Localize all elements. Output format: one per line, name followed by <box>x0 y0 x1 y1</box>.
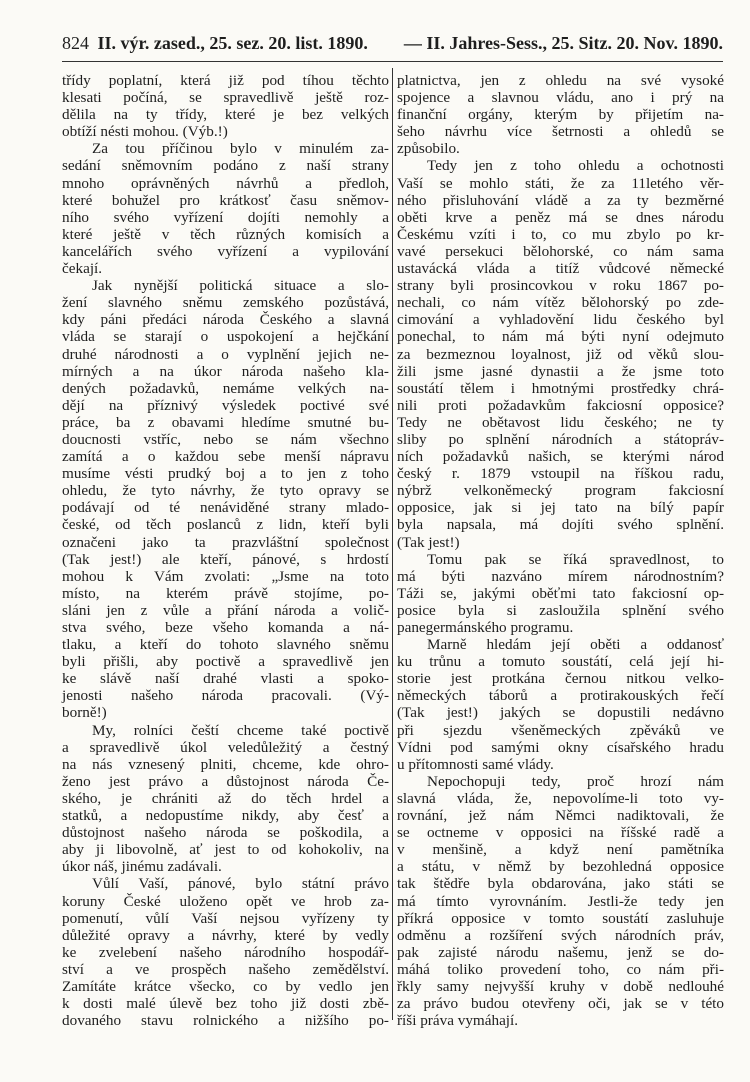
text-line: české, od těch poslanců z lidn, kteří byli <box>62 516 389 534</box>
text-line: pak zajisté národu našemu, jenž se do- <box>397 943 724 961</box>
text-line: panegermánského programu. <box>397 619 574 636</box>
text-line: má býti nazváno mírem národnostním? <box>397 567 724 585</box>
text-line: úkor náš, jinému zadávali. <box>62 858 222 876</box>
paragraph <box>397 773 724 1029</box>
text-line: (Tak jest!) jakých se dopustili nedávno <box>397 704 724 722</box>
text-line: Nepochopuji tedy, proč hrozí nám <box>427 772 724 790</box>
paragraph <box>397 157 724 550</box>
header-czech <box>62 33 368 61</box>
text-line: ženo jest právo a důstojnost národa Če- <box>62 772 389 790</box>
text-line: (Tak jest!) ale kteří, pánové, s hrdostí <box>62 550 389 568</box>
text-line: ku trůnu a tomuto soustátí, celá její hi- <box>397 653 724 671</box>
text-line: sláni jen z vůle a přání národa a volič- <box>62 601 389 619</box>
text-line: opposice, jak si jej tato na bílý papír <box>397 499 724 517</box>
text-line: musíme vésti prudký boj a to jen z toho <box>62 465 389 483</box>
text-line: My, rolníci čeští chceme také poctivě <box>92 721 389 739</box>
text-line: vavé persekuci bělohorské, co nám sama <box>397 242 724 260</box>
text-line: storie jest protkána černou nitkou velko- <box>397 670 724 688</box>
text-line: se octneme v opposici na říšské radě a <box>397 824 724 842</box>
text-line: v menšině, a když není pamětníka <box>397 841 724 859</box>
text-line: k dosti malé úlevě bez toho již dosti zbě- <box>62 995 389 1013</box>
text-line: finanční orgány, kterým by přijetím na- <box>397 106 724 124</box>
text-line: ustavácká vláda a titíž vůdcové německé <box>397 260 724 278</box>
text-line: vláda se starají o uspokojení a hejčkání <box>62 328 389 346</box>
text-line: práce, ba z obavami hledíme smutné bu- <box>62 413 389 431</box>
text-line: doucnosti vstříc, nebo se nám všechno <box>62 430 389 448</box>
text-line: oběti krve a peněz má se dnes národu <box>397 208 724 226</box>
paragraph <box>62 722 389 876</box>
text-line: Tedy jen z toho ohledu a ochotnosti <box>427 157 724 175</box>
text-line: které bohužel pro krátkosť času sněmov- <box>62 191 389 209</box>
text-line: spojence a slavnou vládu, ano i prý na <box>397 89 724 107</box>
text-line: (Tak jest!) <box>397 533 460 551</box>
text-line: Vídni pod samými okny císařského hradu <box>397 738 724 756</box>
header-czech-session: II. výr. zased., 25. sez. 20. list. 1890. <box>97 33 368 53</box>
text-line: mnoho oprávněných návrhů a předloh, <box>62 174 389 192</box>
text-line: ních požadavků našich, se kterými národ <box>397 448 724 466</box>
text-line: má tímto vyrovnáním. Jestli-že tedy jen <box>397 892 724 910</box>
text-line: Zamítáte krátce všecko, co by vedlo jen <box>62 977 389 995</box>
text-line: ponechal, to nám má býti nyní odejmuto <box>397 328 724 346</box>
text-line: tlaku, a kteří do tohoto slavného sněmu <box>62 636 389 654</box>
text-line: nili proti požadavkům fakciosní opposice? <box>397 396 724 414</box>
text-line: ného přisluhování vládě a za ty bezměrné <box>397 191 724 209</box>
text-line: šeho návrhu více šetrnosti a ohledů se <box>397 123 724 141</box>
text-line: statků, a nedopustíme nikdy, aby česť a <box>62 807 389 825</box>
text-line: druhé národnosti a o vyplnění jejich ne- <box>62 345 389 363</box>
text-line: a státu, v němž by bezohledná opposice <box>397 858 724 876</box>
text-line: Českému vzíti i to, co mu zbylo po kr- <box>397 225 724 243</box>
text-line: podávají od té nenáviděné strany mlado- <box>62 499 389 517</box>
paragraph <box>62 140 389 277</box>
text-line: a spravedlivě úkol veledůležitý a čestný <box>62 738 389 756</box>
text-line: borně!) <box>62 704 107 722</box>
text-line: u přítomnosti samé vlády. <box>397 755 554 773</box>
text-line: při sjezdu všeněmeckých zpěváků ve <box>397 721 724 739</box>
text-line: dělila na ty třídy, které je bez velkých <box>62 106 389 124</box>
text-line: ství a ve prospěch našeho zemědělství. <box>62 960 389 978</box>
text-line: byla napsala, má dojíti svého splnění. <box>397 516 724 534</box>
text-line: Marně hledám její oběti a oddanosť <box>427 636 724 654</box>
text-line: německých táborů a protirakouských řečí <box>397 687 724 705</box>
text-line: Vaší se mohlo státi, že za 11letého věr- <box>397 174 724 192</box>
text-line: platnictva, jen z ohledu na své vysoké <box>397 72 724 89</box>
text-line: Jak nynější politická situace a slo- <box>92 277 389 295</box>
paragraph <box>397 551 724 636</box>
paragraph <box>62 875 389 1029</box>
text-line: pomenutí, vůlí Vaší nejsou vyřízeny ty <box>62 909 389 927</box>
text-line: jenosti našeho národa pracovali. (Vý- <box>62 687 389 705</box>
text-line: Vůlí Vaší, pánové, bylo státní právo <box>92 875 389 893</box>
text-line: český r. 1879 vstoupil na říškou radu, <box>397 465 724 483</box>
text-line: říši práva vymáhají. <box>397 1012 519 1030</box>
text-line: dovaného stavu rolnického a nižšího po- <box>62 1012 389 1030</box>
text-line: odměnu a rozšíření svých národních práv, <box>397 926 724 944</box>
text-line: soustátí tělem i hmotnými prostředky chrá- <box>397 379 724 397</box>
header-german-session: — II. Jahres-Sess., 25. Sitz. 20. Nov. 1890. <box>403 33 723 53</box>
text-line: zamítá a o každou sebe menší nápravu <box>62 448 389 466</box>
text-line: dějí na příznivý výsledek poctivé své <box>62 396 389 414</box>
text-line: Za tou příčinou bylo v minulém za- <box>92 140 389 158</box>
left-column <box>62 72 389 1029</box>
text-line: sliby po splnění národních a státopráv- <box>397 430 724 448</box>
text-line: místo, na kterém právě stojíme, po- <box>62 584 389 602</box>
text-line: důstojnost našeho národa se poškodila, a <box>62 824 389 842</box>
text-line: klesati počíná, se spravedlivě ještě roz- <box>62 89 389 107</box>
text-line: za právo budou otevřeny oči, jak se v této <box>397 995 724 1013</box>
text-line: ke slávě naší drahé vlasti a spoko- <box>62 670 389 688</box>
paragraph <box>397 636 724 773</box>
text-line: Tomu pak se říká spravedlnost, to <box>427 550 724 568</box>
text-line: stva svého, beze všeho komanda a ná- <box>62 619 389 636</box>
text-line: Táži se, jakými oběťmi tato fakciosní op- <box>397 584 724 602</box>
text-line: obtíží nésti mohou. (Výb.!) <box>62 123 228 141</box>
text-line: ohledu, že tyto návrhy, že tyto opravy se <box>62 482 389 500</box>
text-line: rovnání, jež nám Němci nadiktovali, že <box>397 807 724 825</box>
text-line: ke zvelebení našeho národního hospodář- <box>62 943 389 961</box>
text-line: žili jsme jasné dynastii a že jsme toto <box>397 362 724 380</box>
text-line: nechali, co nám vítěz bělohorský po zde- <box>397 294 724 312</box>
text-line: označeni jako ta prazvláštní společnost <box>62 533 389 551</box>
text-line: strany byli prosincovkou v roku 1867 po- <box>397 277 724 295</box>
text-line: mohou k Vám zvolati: „Jsme na toto <box>62 567 389 585</box>
right-column <box>397 72 724 1029</box>
text-line: mírných a na úkor národa našeho kla- <box>62 362 389 380</box>
text-line: cimování a vyhladovění lidu českého byl <box>397 311 724 329</box>
text-line: za bezmeznou loyalnost, již od věků slou- <box>397 345 724 363</box>
text-line: sedání sněmovním podáno z naší strany <box>62 157 389 175</box>
column-divider <box>392 68 393 1020</box>
text-line: Tedy ne obětavost lidu českého; ne ty <box>397 413 724 431</box>
text-line: aby ji libovolně, ať jest to od kohokoliv, na <box>62 841 389 859</box>
text-line: důležité opravy a návrhy, které by vedly <box>62 926 389 944</box>
text-line: způsobilo. <box>397 140 460 158</box>
text-line: kancelářích svého vyřízení a vypilování <box>62 242 389 260</box>
running-header <box>62 33 723 62</box>
text-line: příkrá opposice v tomto soustátí zasluhuje <box>397 909 724 927</box>
text-line: kdy páni předáci národa Českého a slavná <box>62 311 389 329</box>
page-number: 824 <box>62 33 89 53</box>
text-line: koruny České uloženo opět ve hrob za- <box>62 892 389 910</box>
paragraph <box>62 72 389 140</box>
paragraph <box>397 72 724 157</box>
text-line: máhá toliko provedení toho, co nám při- <box>397 960 724 978</box>
text-line: posice byla si zasloužila splnění svého <box>397 601 724 619</box>
text-line: na nás vznesený plniti, chceme, kde ohro- <box>62 755 389 773</box>
text-line: ského, je chrániti až do těch hrdel a <box>62 789 389 807</box>
text-line: čekají. <box>62 260 103 278</box>
paragraph <box>62 277 389 721</box>
text-line: nýbrž velkoněmecký program fakciosní <box>397 482 724 500</box>
text-line: slavná vláda, že, nepovolíme-li toto vy- <box>397 789 724 807</box>
text-line: byli přišli, aby poctivě a spravedlivě jen <box>62 653 389 671</box>
text-line: ního svého vyřízení dojíti nemohly a <box>62 208 389 226</box>
text-line: třídy poplatní, která již pod tíhou těchto <box>62 72 389 89</box>
text-line: dených požadavků, nemáme velkých na- <box>62 379 389 397</box>
text-line: žení slavného sněmu zemského pozůstává, <box>62 294 389 312</box>
text-line: řkly samy nejvyšší kruhy v době nedlouhé <box>397 977 724 995</box>
text-line: tak štědře byla obdarována, jako státi se <box>397 875 724 893</box>
text-line: které ještě v těch různých komisích a <box>62 225 389 243</box>
